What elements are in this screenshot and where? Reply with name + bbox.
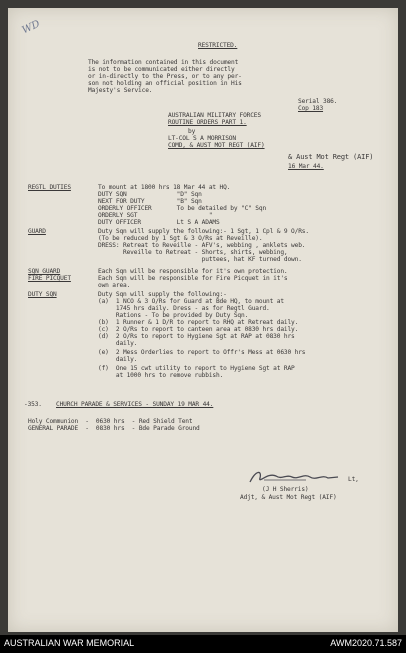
- duty-sqn-line-10: daily.: [98, 356, 138, 363]
- regtl-line-1: To mount at 1800 hrs 18 Mar 44 at HQ.: [98, 184, 231, 191]
- notice-line-5: Majesty's Service.: [88, 87, 153, 94]
- regtl-line-3: NEXT FOR DUTY "B" Sqn: [98, 198, 202, 205]
- label-fire-picquet: FIRE PICQUET: [28, 275, 71, 282]
- church-heading: CHURCH PARADE & SERVICES - SUNDAY 19 MAR 44.: [56, 401, 214, 408]
- notice-line-1: The information contained in this document: [88, 59, 239, 66]
- unit-name: & Aust Mot Regt (AIF): [288, 153, 374, 161]
- document-date: 16 Mar 44.: [288, 163, 324, 170]
- signatory-name: (J H Sherris): [262, 486, 309, 493]
- regtl-line-7: Duty Sqn will supply the following:- 1 Sgt, 1 Cpl & 9 O/Rs.: [98, 228, 309, 235]
- label-regtl-duties: REGTL DUTIES: [28, 184, 71, 191]
- handwritten-signature: [246, 468, 346, 486]
- corner-handwritten-mark: WD: [20, 18, 42, 37]
- sqn-guard-text: Each Sqn will be responsible for it's own protection.: [98, 268, 288, 275]
- label-guard: GUARD: [28, 228, 46, 235]
- duty-sqn-line-11: (f) One 15 cwt utility to report to Hygiene Sgt at RAP: [98, 365, 295, 372]
- duty-sqn-line-2: (a) 1 NCO & 3 O/Rs for Guard at Bde HQ, to mount at: [98, 298, 284, 305]
- signature-rank: Lt,: [348, 476, 359, 483]
- regtl-line-8: (To be reduced by 1 Sgt & 3 O/Rs at Reveille).: [98, 235, 263, 242]
- label-duty-sqn: DUTY SQN: [28, 291, 57, 298]
- duty-sqn-line-1: Duty Sqn will supply the following:-: [98, 291, 227, 298]
- serial-number: Serial 386.: [298, 98, 338, 105]
- regtl-line-11: puttees, hat KF turned down.: [98, 256, 302, 263]
- church-item-number: -353.: [24, 401, 42, 408]
- duty-sqn-line-8: daily.: [98, 340, 138, 347]
- footer-catalogue-number: AWM2020.71.587: [330, 638, 402, 648]
- regtl-line-2: DUTY SQN "D" Sqn: [98, 191, 202, 198]
- footer-source: AUSTRALIAN WAR MEMORIAL: [4, 638, 135, 648]
- regtl-line-6: DUTY OFFICER Lt S A ADAMS: [98, 219, 220, 226]
- duty-sqn-line-5: (b) 1 Runner & 1 D/R to report to RHQ at Retreat daily.: [98, 319, 299, 326]
- classification-heading: RESTRICTED.: [198, 42, 238, 49]
- fire-picquet-line-2: own area.: [98, 282, 131, 289]
- regtl-line-10: Reveille to Retreat - Shorts, shirts, webbing,: [98, 249, 288, 256]
- copy-number: Cop 183: [298, 105, 324, 112]
- header-line-2: ROUTINE ORDERS PART 1.: [168, 119, 247, 126]
- duty-sqn-line-4: Rations - To be provided by Duty Sqn.: [98, 312, 249, 319]
- header-line-5: COMD, & AUST MOT REGT (AIF): [168, 142, 265, 149]
- regtl-line-5: ORDERLY SGT ": [98, 212, 213, 219]
- fire-picquet-line-1: Each Sqn will be responsible for Fire Picquet in it's: [98, 275, 288, 282]
- signatory-role: Adjt, & Aust Mot Regt (AIF): [240, 494, 337, 501]
- duty-sqn-line-9: (e) 2 Mess Orderlies to report to Offr's Mess at 0630 hrs: [98, 349, 306, 356]
- duty-sqn-line-12: at 1000 hrs to remove rubbish.: [98, 372, 224, 379]
- header-line-3: by: [188, 128, 196, 135]
- church-line-2: GENERAL PARADE - 0830 hrs - Bde Parade Ground: [28, 425, 200, 432]
- church-line-1: Holy Communion - 0630 hrs - Red Shield Tent: [28, 418, 193, 425]
- notice-line-3: or in-directly to the Press, or to any per-: [88, 73, 242, 80]
- regtl-line-9: DRESS: Retreat to Reveille - AFV's, webbing , anklets web.: [98, 242, 306, 249]
- regtl-line-4: ORDERLY OFFICER To be detailed by "C" Sqn: [98, 205, 267, 212]
- archive-footer: [0, 635, 406, 653]
- document-page: [8, 8, 398, 632]
- label-sqn-guard: SQN GUARD: [28, 268, 61, 275]
- duty-sqn-line-6: (c) 2 O/Rs to report to canteen area at 0830 hrs daily.: [98, 326, 299, 333]
- header-line-4: LT-COL S A MORRISON: [168, 135, 236, 142]
- duty-sqn-line-7: (d) 2 O/Rs to report to Hygiene Sgt at RAP at 0830 hrs: [98, 333, 295, 340]
- header-line-1: AUSTRALIAN MILITARY FORCES: [168, 112, 261, 119]
- duty-sqn-line-3: 1745 hrs daily. Dress - as for Regtl Guard.: [98, 305, 270, 312]
- notice-line-2: is not to be communicated either directly: [88, 66, 235, 73]
- notice-line-4: son not holding an official position in His: [88, 80, 242, 87]
